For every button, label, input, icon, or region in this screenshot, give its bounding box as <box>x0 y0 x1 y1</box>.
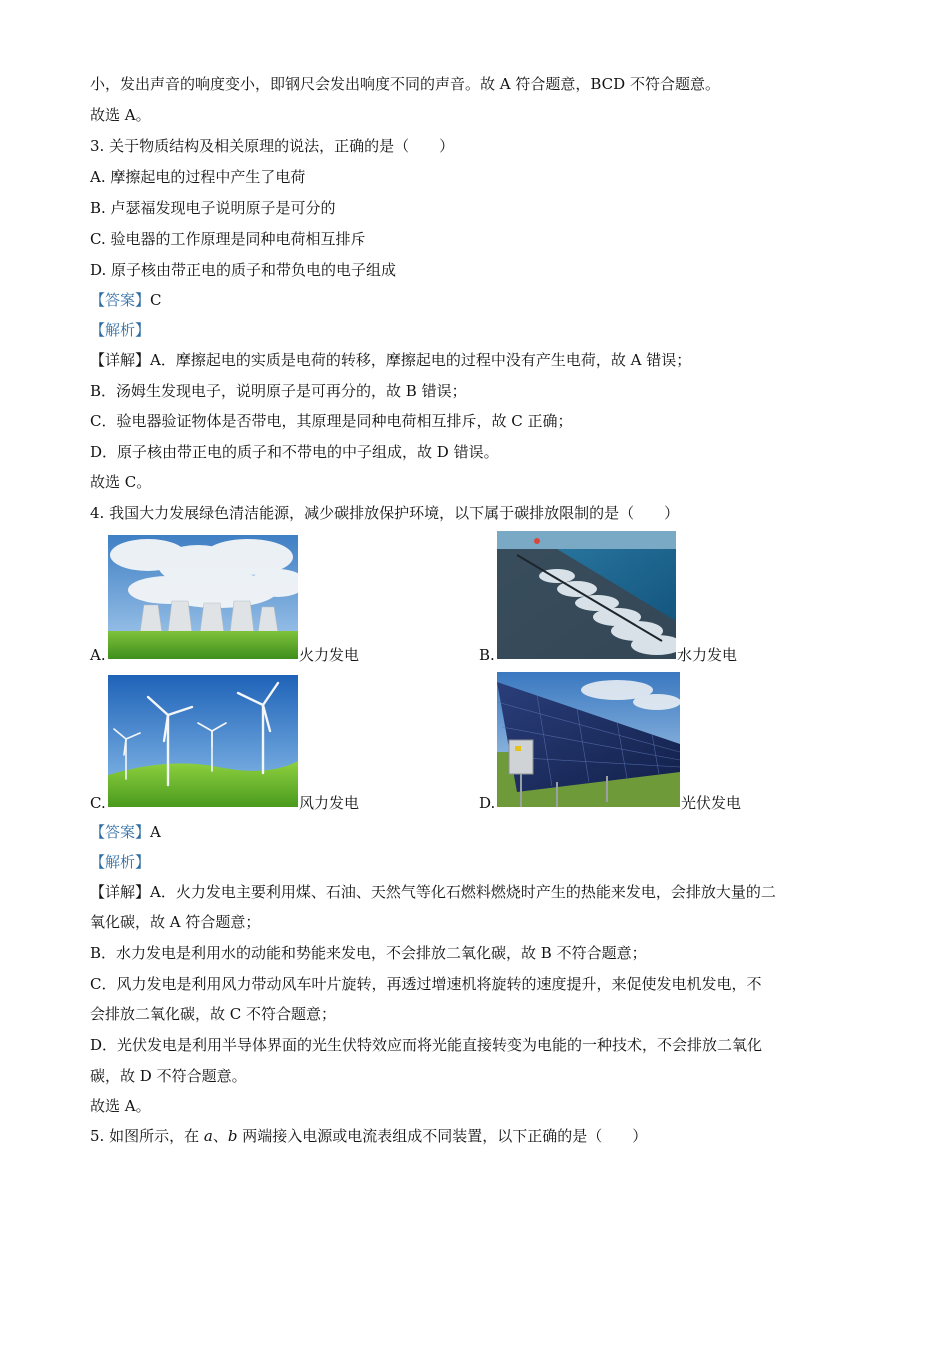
q4-stem: 4. 我国大力发展绿色清洁能源，减少碳排放保护环境，以下属于碳排放限制的是（ ） <box>90 504 680 522</box>
q4-conclusion: 故选 A。 <box>90 1097 151 1115</box>
q4-analysis-tag: 【解析】 <box>90 853 151 871</box>
detail-tag: 【详解】 <box>90 883 151 901</box>
q3-answer <box>90 290 162 310</box>
answer-tag: 【答案】 <box>90 291 151 309</box>
q4-answer <box>90 822 161 842</box>
wind-turbines-photo <box>108 675 298 807</box>
terminal-b-var: b <box>227 1127 238 1145</box>
q4-option-d-caption: 光伏发电 <box>681 794 742 812</box>
q4-detail-c-cont: 会排放二氧化碳，故 C 不符合题意； <box>90 1005 337 1023</box>
q4-option-c-label: C. <box>90 794 106 812</box>
q4-detail-a-cont: 氧化碳，故 A 符合题意； <box>90 913 261 931</box>
q3-detail-b: B．汤姆生发现电子，说明原子是可再分的，故 B 错误； <box>90 382 467 400</box>
cooling-towers-photo <box>108 535 298 659</box>
q4-detail-c: C．风力发电是利用风力带动风车叶片旋转，再透过增速机将旋转的速度提升，来促使发电机发电，不 <box>90 975 762 993</box>
solar-panels-photo <box>497 672 680 807</box>
q4-option-c-caption: 风力发电 <box>299 794 360 812</box>
prev-conclusion: 故选 A。 <box>90 106 151 124</box>
q5-stem: 5. 如图所示，在 a、b 两端接入电源或电流表组成不同装置，以下正确的是（ ） <box>90 1127 648 1145</box>
q3-stem: 3. 关于物质结构及相关原理的说法，正确的是（ ） <box>90 137 455 155</box>
q3-analysis-tag: 【解析】 <box>90 321 151 339</box>
prev-explanation-line: 小，发出声音的响度变小，即钢尺会发出响度不同的声音。故 A 符合题意，BCD 不符合题意。 <box>90 75 720 93</box>
dam-spillway-photo <box>497 531 676 659</box>
answer-value: A <box>150 823 161 841</box>
q4-option-d-label: D. <box>479 794 496 812</box>
q4-option-a-caption: 火力发电 <box>299 646 360 664</box>
q4-detail-a: 【详解】A．火力发电主要利用煤、石油、天然气等化石燃料燃烧时产生的热能来发电，会排放大量的二 <box>90 883 776 901</box>
q4-detail-d: D．光伏发电是利用半导体界面的光生伏特效应而将光能直接转变为电能的一种技术，不会排放二氧化 <box>90 1036 763 1054</box>
q3-option-a: A. 摩擦起电的过程中产生了电荷 <box>90 168 306 186</box>
q3-option-b: B. 卢瑟福发现电子说明原子是可分的 <box>90 199 336 217</box>
q3-conclusion: 故选 C。 <box>90 473 152 491</box>
detail-tag: 【详解】 <box>90 351 151 369</box>
answer-value: C <box>150 291 162 309</box>
q3-option-c: C. 验电器的工作原理是同种电荷相互排斥 <box>90 230 366 248</box>
terminal-a-var: a <box>203 1127 213 1145</box>
q3-detail-d: D．原子核由带正电的质子和不带电的中子组成，故 D 错误。 <box>90 443 499 461</box>
answer-tag: 【答案】 <box>90 823 151 841</box>
q4-option-b-caption: 水力发电 <box>677 646 738 664</box>
q3-option-d: D. 原子核由带正电的质子和带负电的电子组成 <box>90 261 397 279</box>
q4-detail-b: B．水力发电是利用水的动能和势能来发电，不会排放二氧化碳，故 B 不符合题意； <box>90 944 647 962</box>
q4-detail-d-cont: 碳，故 D 不符合题意。 <box>90 1067 247 1085</box>
q3-detail-a: 【详解】A．摩擦起电的实质是电荷的转移，摩擦起电的过程中没有产生电荷，故 A 错误； <box>90 351 692 369</box>
q3-detail-c: C．验电器验证物体是否带电，其原理是同种电荷相互排斥，故 C 正确； <box>90 412 573 430</box>
q4-option-b-label: B. <box>479 646 495 664</box>
q4-option-a-label: A. <box>90 646 106 664</box>
